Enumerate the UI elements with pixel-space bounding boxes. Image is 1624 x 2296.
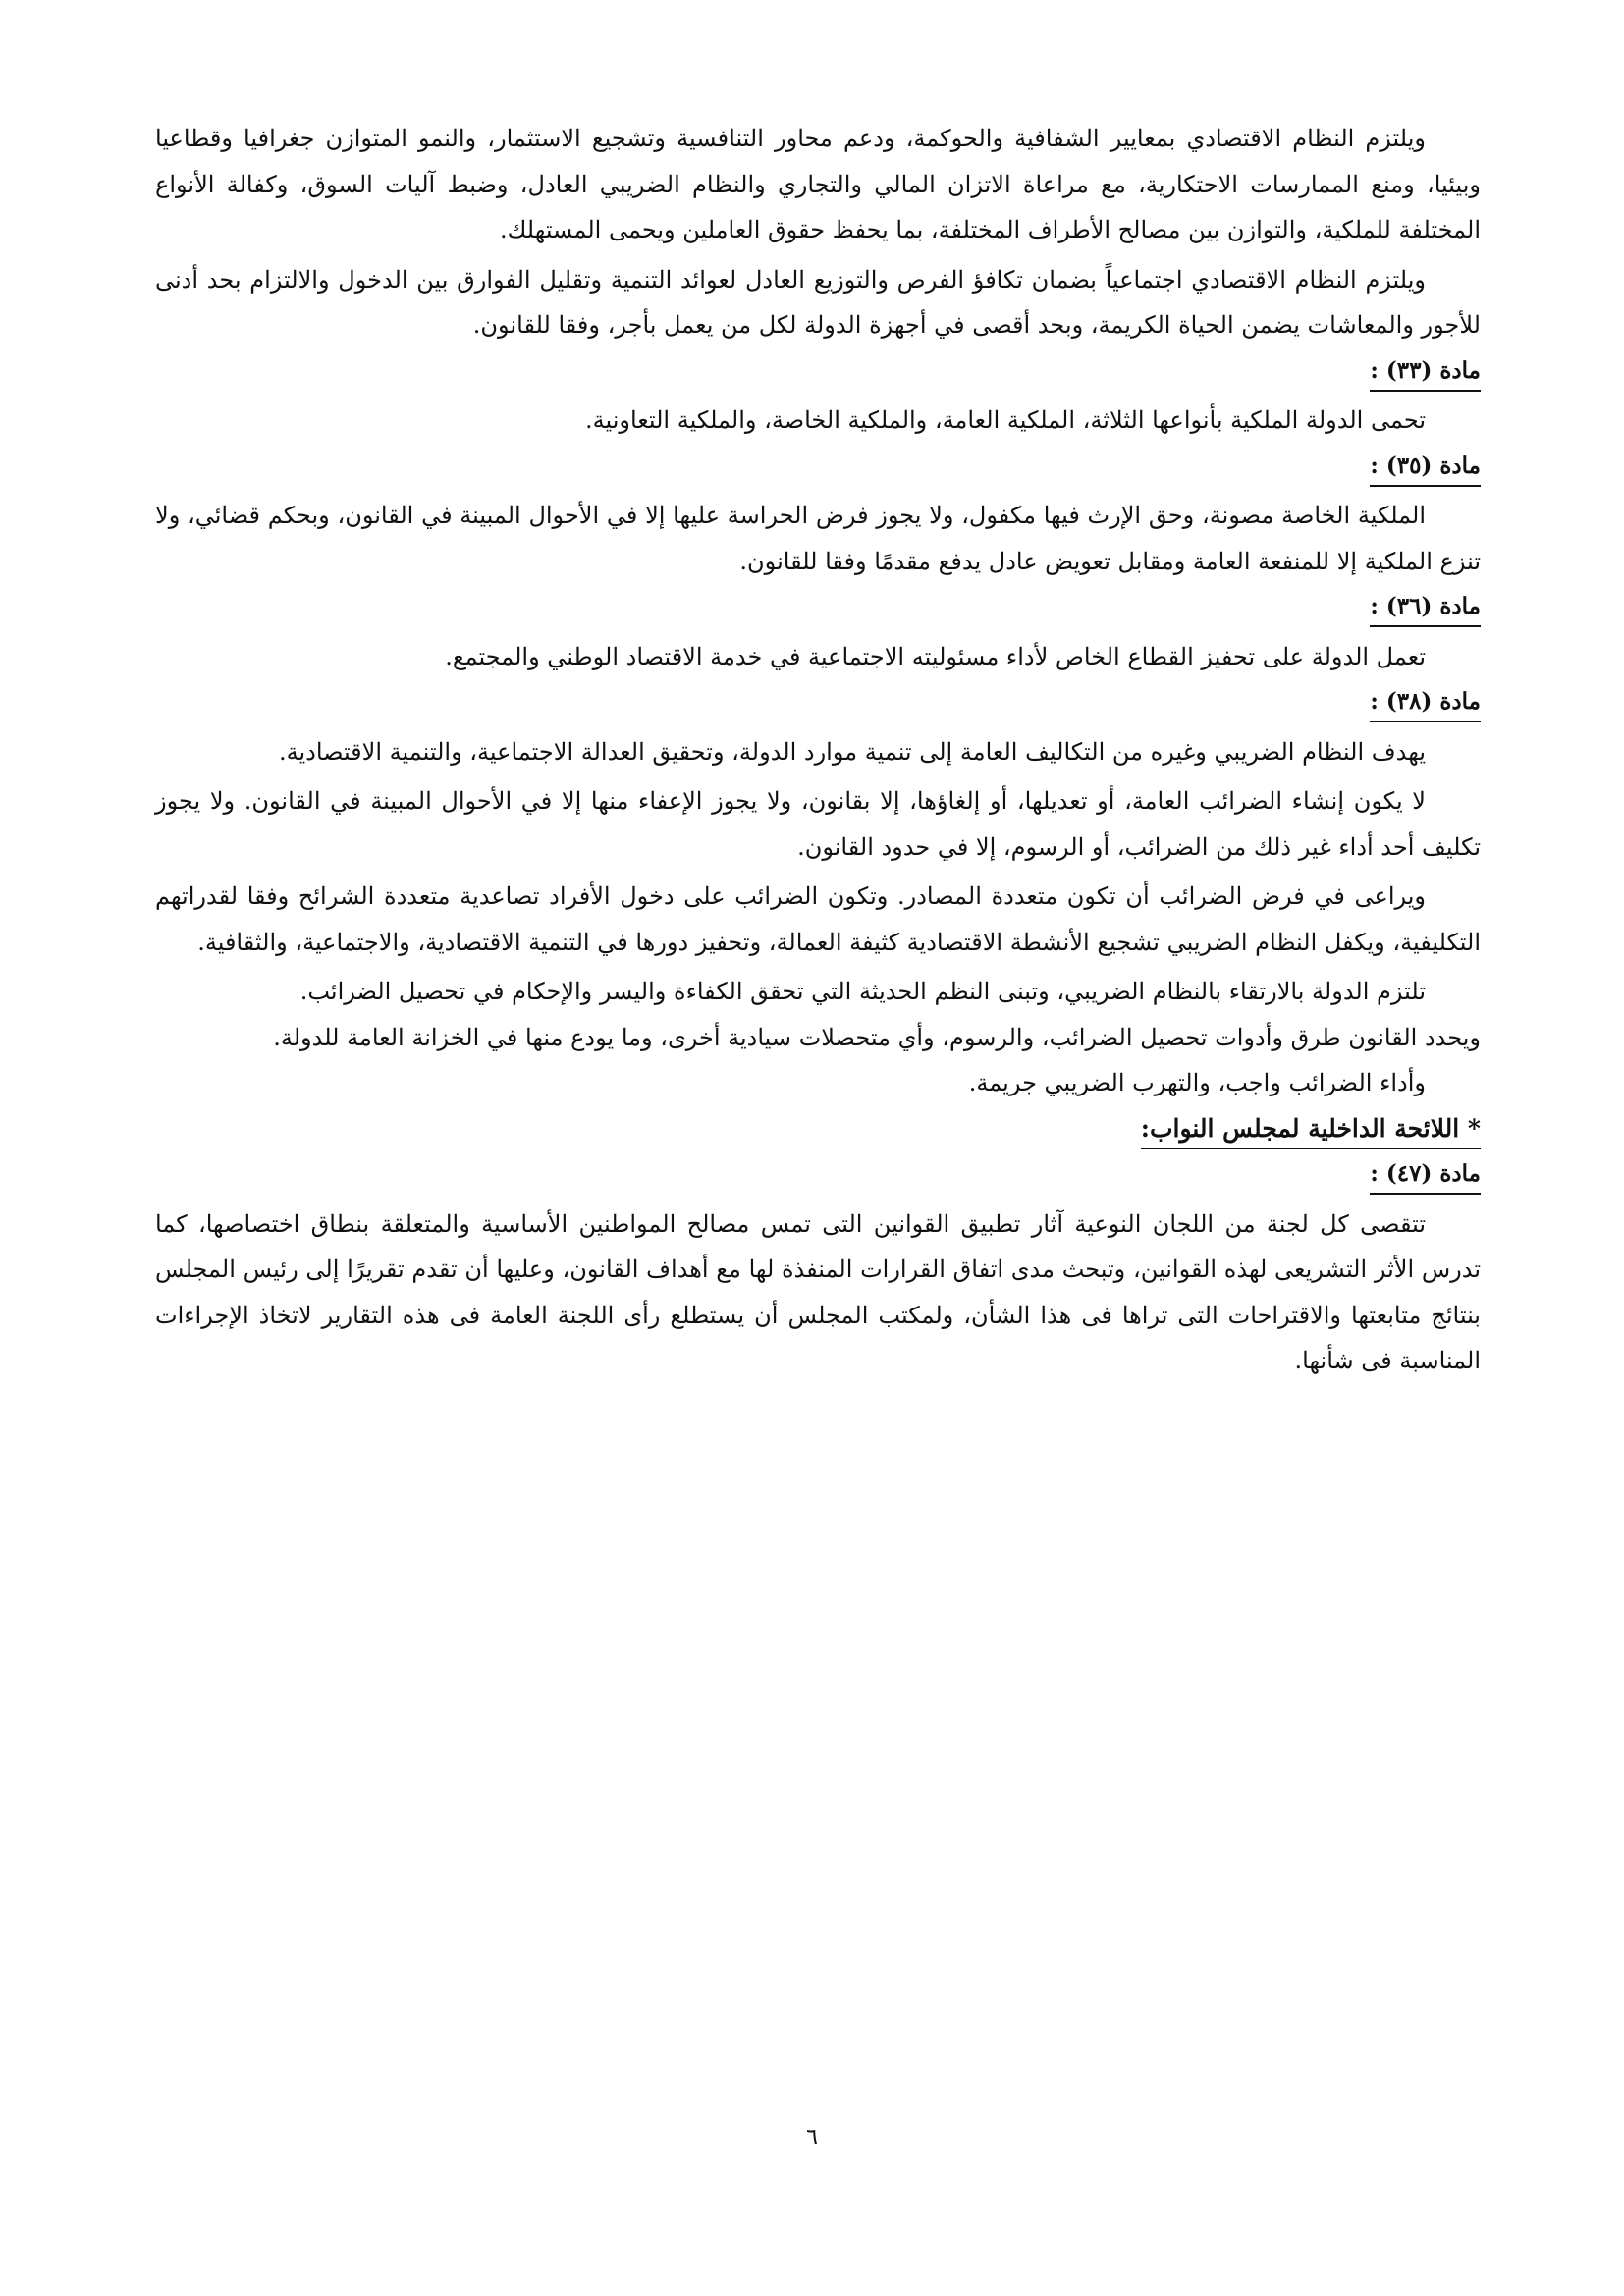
article-33-label: مادة (٣٣) : — [1370, 354, 1481, 392]
article-36-label: مادة (٣٦) : — [1370, 590, 1481, 627]
page-number: ٦ — [806, 2125, 818, 2150]
article-36-text: تعمل الدولة على تحفيز القطاع الخاص لأداء مسئوليته الاجتماعية في خدمة الاقتصاد الوطني والمجتمع. — [445, 642, 1426, 670]
article-33-text: تحمى الدولة الملكية بأنواعها الثلاثة، الملكية العامة، والملكية الخاصة، والملكية التعاونية. — [584, 406, 1426, 434]
article-38-heading — [155, 679, 1481, 725]
article-47-label: مادة (٤٧) : — [1370, 1157, 1481, 1195]
article-38-text-3: ويراعى في فرض الضرائب أن تكون متعددة المصادر. وتكون الضرائب على دخول الأفراد تصاعدية متعددة الشرائح وفقا لقدراتهم التكليفية، ويكفل النظام الضريبي تشجيع الأنشطة الاقتصادية كثيفة العمالة، وتحفيز دورها في التنمية الاقتصادية، والاجتماعية، والثقافية. — [155, 882, 1481, 956]
document-body — [155, 116, 1481, 1384]
article-38-text-2: لا يكون إنشاء الضرائب العامة، أو تعديلها، أو إلغاؤها، إلا بقانون، ولا يجوز الإعفاء منها إلا في الأحوال المبينة في القانون. ولا يجوز تكليف أحد أداء غير ذلك من الضرائب، أو الرسوم، إلا في حدود القانون. — [155, 787, 1481, 861]
article-36-heading — [155, 584, 1481, 630]
section-heading-label: * اللائحة الداخلية لمجلس النواب: — [1141, 1112, 1481, 1149]
article-47-text: تتقصى كل لجنة من اللجان النوعية آثار تطبيق القوانين التى تمس مصالح المواطنين الأساسية والمتعلقة بنطاق اختصاصها، كما تدرس الأثر التشريعى لهذه القوانين، وتبحث مدى اتفاق القرارات المنفذة لها مع أهداف القانون، وعليها أن تقدم تقريرًا إلى رئيس المجلس بنتائج متابعتها والاقتراحات التى تراها فى هذا الشأن، ولمكتب المجلس أن يستطلع رأى اللجنة العامة فى هذه التقارير لاتخاذ الإجراءات المناسبة فى شأنها. — [155, 1209, 1481, 1374]
article-47-heading — [155, 1151, 1481, 1198]
article-33-heading — [155, 348, 1481, 395]
article-35-label: مادة (٣٥) : — [1370, 450, 1481, 487]
paragraph-economic-transparency: ويلتزم النظام الاقتصادي بمعايير الشفافية والحوكمة، ودعم محاور التنافسية وتشجيع الاستثمار، والنمو المتوازن جغرافيا وقطاعيا وبيئيا، ومنع الممارسات الاحتكارية، مع مراعاة الاتزان المالي والتجاري والنظام الضريبي العادل، وضبط آليات السوق، وكفالة الأنواع المختلفة للملكية، والتوازن بين مصالح الأطراف المختلفة، بما يحفظ حقوق العاملين ويحمى المستهلك. — [155, 125, 1481, 243]
article-38-text-6: وأداء الضرائب واجب، والتهرب الضريبي جريمة. — [968, 1069, 1426, 1096]
paragraph-social-commitment: ويلتزم النظام الاقتصادي اجتماعياً بضمان تكافؤ الفرص والتوزيع العادل لعوائد التنمية وتقليل الفوارق بين الدخول والالتزام بحد أدنى للأجور والمعاشات يضمن الحياة الكريمة، وبحد أقصى في أجهزة الدولة لكل من يعمل بأجر، وفقا للقانون. — [155, 265, 1481, 339]
section-heading-house-bylaws — [155, 1106, 1481, 1152]
article-38-text-5: ويحدد القانون طرق وأدوات تحصيل الضرائب، والرسوم، وأي متحصلات سيادية أخرى، وما يودع منها في الخزانة العامة للدولة. — [273, 1023, 1481, 1051]
article-35-text: الملكية الخاصة مصونة، وحق الإرث فيها مكفول، ولا يجوز فرض الحراسة عليها إلا في الأحوال المبينة في القانون، وبحكم قضائي، ولا تنزع الملكية إلا للمنفعة العامة ومقابل تعويض عادل يدفع مقدمًا وفقا للقانون. — [155, 502, 1481, 575]
article-38-text-4: تلتزم الدولة بالارتقاء بالنظام الضريبي، وتبنى النظم الحديثة التي تحقق الكفاءة واليسر والإحكام في تحصيل الضرائب. — [299, 978, 1426, 1005]
article-38-text-1: يهدف النظام الضريبي وغيره من التكاليف العامة إلى تنمية موارد الدولة، وتحقيق العدالة الاجتماعية، والتنمية الاقتصادية. — [278, 737, 1426, 766]
article-38-label: مادة (٣٨) : — [1370, 685, 1481, 722]
article-35-heading — [155, 444, 1481, 490]
